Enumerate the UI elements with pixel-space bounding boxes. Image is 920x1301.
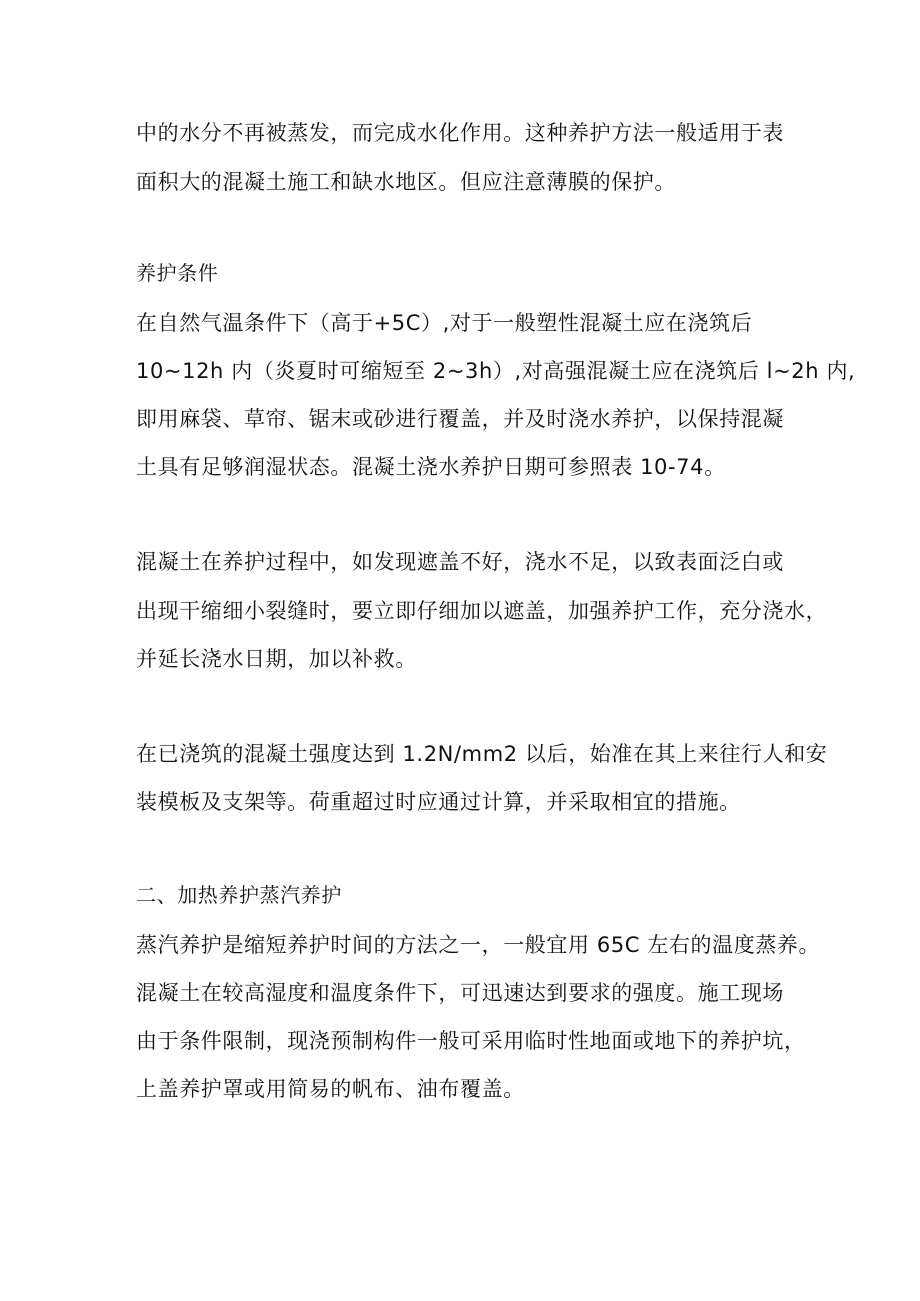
section-heading: 养护条件 <box>136 261 219 285</box>
paragraph-line: 并延长浇水日期，加以补救。 <box>136 647 417 671</box>
paragraph-line: 装模板及支架等。荷重超过时应通过计算，并采取相宜的措施。 <box>136 790 741 814</box>
paragraph-line: 10~12h 内（炎夏时可缩短至 2~3h）,对高强混凝土应在浇筑后 l~2h 内, <box>136 359 856 383</box>
paragraph-line: 蒸汽养护是缩短养护时间的方法之一，一般宜用 65C 左右的温度蒸养。 <box>136 933 821 957</box>
paragraph-line: 由于条件限制，现浇预制构件一般可采用临时性地面或地下的养护坑， <box>136 1029 806 1053</box>
paragraph-line: 即用麻袋、草帘、锯末或砂进行覆盖，并及时浇水养护，以保持混凝 <box>136 407 784 431</box>
paragraph-line: 面积大的混凝土施工和缺水地区。但应注意薄膜的保护。 <box>136 170 676 194</box>
paragraph-line: 土具有足够润湿状态。混凝土浇水养护日期可参照表 10-74。 <box>136 455 726 479</box>
paragraph-line: 中的水分不再被蒸发，而完成水化作用。这种养护方法一般适用于表 <box>136 121 784 145</box>
paragraph-line: 在自然气温条件下（高于+5C）,对于一般塑性混凝土应在浇筑后 <box>136 311 753 335</box>
paragraph-line: 上盖养护罩或用简易的帆布、油布覆盖。 <box>136 1077 525 1101</box>
paragraph-line: 混凝土在较高湿度和温度条件下，可迅速达到要求的强度。施工现场 <box>136 981 784 1005</box>
section-heading: 二、加热养护蒸汽养护 <box>136 883 342 907</box>
paragraph-line: 出现干缩细小裂缝时，要立即仔细加以遮盖，加强养护工作，充分浇水， <box>136 599 828 623</box>
paragraph-line: 混凝土在养护过程中，如发现遮盖不好，浇水不足，以致表面泛白或 <box>136 550 784 574</box>
paragraph-line: 在已浇筑的混凝土强度达到 1.2N/mm2 以后，始准在其上来往行人和安 <box>136 742 828 766</box>
